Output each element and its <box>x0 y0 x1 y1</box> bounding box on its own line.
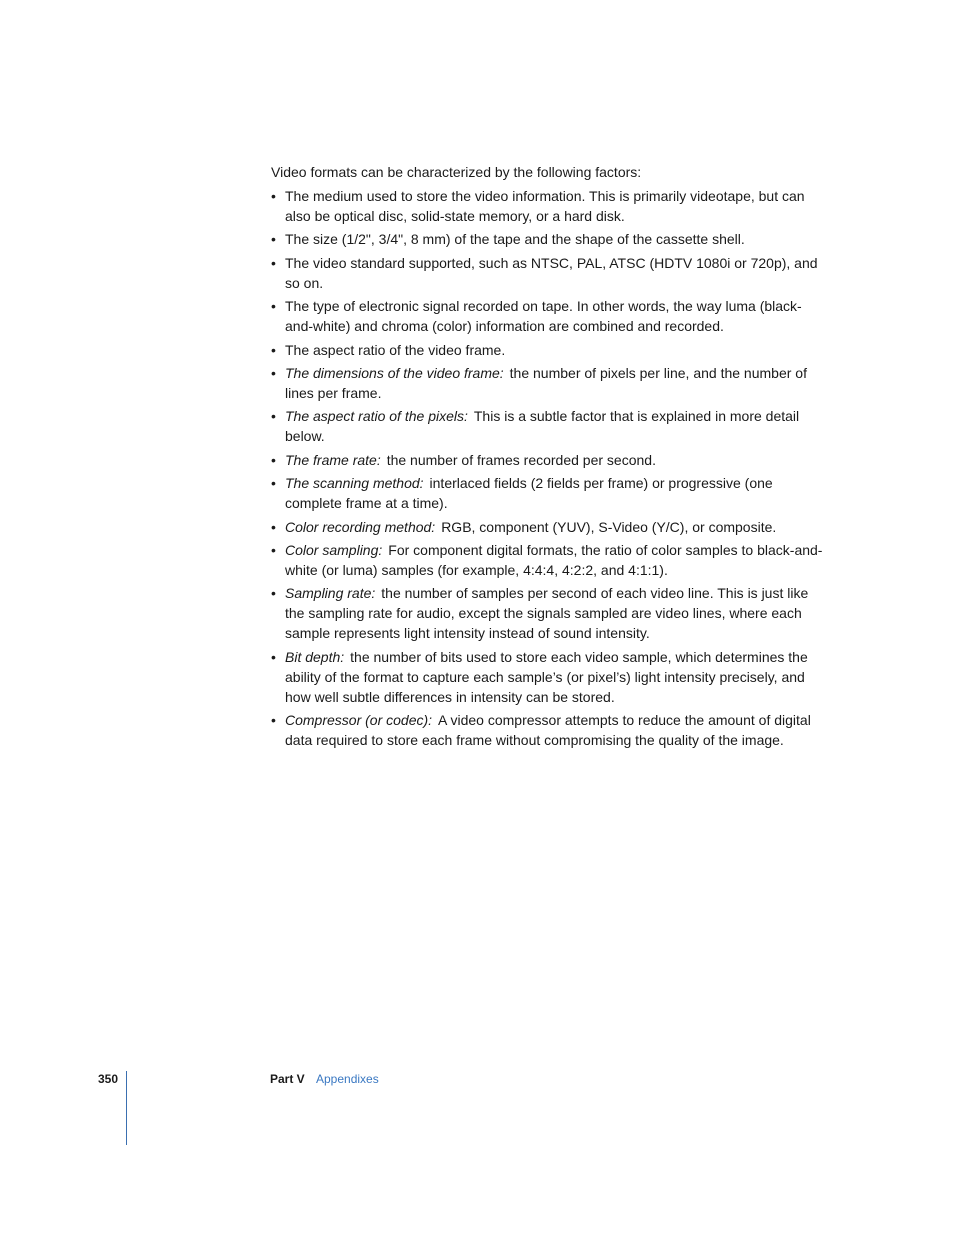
page-number: 350 <box>98 1072 119 1086</box>
list-item-text: A video compressor attempts to reduce the amount of digital data required to store each frame without compromising the quality of the image. <box>285 712 811 749</box>
intro-paragraph: Video formats can be characterized by the following factors: <box>271 164 642 180</box>
list-item-term: Sampling rate: <box>285 585 376 602</box>
list-item-text: RGB, component (YUV), S-Video (Y/C), or composite. <box>441 518 777 535</box>
list-item <box>271 229 827 249</box>
footer-section-link[interactable]: Appendixes <box>316 1072 379 1086</box>
list-item-term: Color sampling: <box>285 541 383 558</box>
list-item <box>271 583 827 643</box>
page-body <box>271 162 827 753</box>
factor-list <box>271 186 827 750</box>
list-item-text: The type of electronic signal recorded on tape. In other words, the way luma (black-and-white) and chroma (color) information are combined and recorded. <box>285 298 802 335</box>
list-item-text: The aspect ratio of the video frame. <box>285 341 506 358</box>
list-item <box>271 186 827 226</box>
list-item-text: The medium used to store the video information. This is primarily videotape, but can also be optical disc, solid-state memory, or a hard disk. <box>285 188 805 224</box>
list-item <box>271 540 827 580</box>
list-item-text: the number of frames recorded per second. <box>386 451 656 468</box>
list-item-text: This is a subtle factor that is explained in more detail below. <box>285 408 800 445</box>
list-item-text: interlaced fields (2 fields per frame) or progressive (one complete frame at a time). <box>285 475 773 512</box>
list-item-term: The scanning method: <box>285 475 424 492</box>
list-item <box>271 517 827 537</box>
list-item-term: The aspect ratio of the pixels: <box>285 408 468 425</box>
list-item-text: The video standard supported, such as NTSC, PAL, ATSC (HDTV 1080i or 720p), and so on. <box>285 254 818 291</box>
list-item <box>271 296 827 336</box>
list-item <box>271 450 827 470</box>
list-item-term: Bit depth: <box>285 648 345 665</box>
list-item <box>271 473 827 513</box>
list-item-text: The size (1/2", 3/4", 8 mm) of the tape and the shape of the cassette shell. <box>285 231 745 248</box>
list-item-text: the number of pixels per line, and the number of lines per frame. <box>285 364 807 401</box>
footer-part-label: Part V <box>270 1072 305 1086</box>
list-item-term: Compressor (or codec): <box>285 712 433 729</box>
list-item <box>271 253 827 293</box>
list-item <box>271 406 827 446</box>
list-item-term: Color recording method: <box>285 518 436 535</box>
list-item <box>271 710 827 750</box>
list-item-term: The frame rate: <box>285 451 381 468</box>
list-item <box>271 363 827 403</box>
list-item-term: The dimensions of the video frame: <box>285 364 504 381</box>
footer-divider <box>126 1071 127 1145</box>
list-item-text: For component digital formats, the ratio of color samples to black-and-white (or luma) samples (for example, 4:4:4, 4:2:2, and 4:1:1). <box>285 541 823 578</box>
list-item-text: the number of bits used to store each video sample, which determines the ability of the format to capture each sample’s (or pixel’s) light intensity precisely, and how well subtle differences in intensity can be stored. <box>285 648 808 705</box>
list-item <box>271 647 827 707</box>
list-item-text: the number of samples per second of each video line. This is just like the sampling rate for audio, except the signals sampled are video lines, where each sample represents light intensity instead of sound intensity. <box>285 585 809 642</box>
list-item <box>271 340 827 360</box>
